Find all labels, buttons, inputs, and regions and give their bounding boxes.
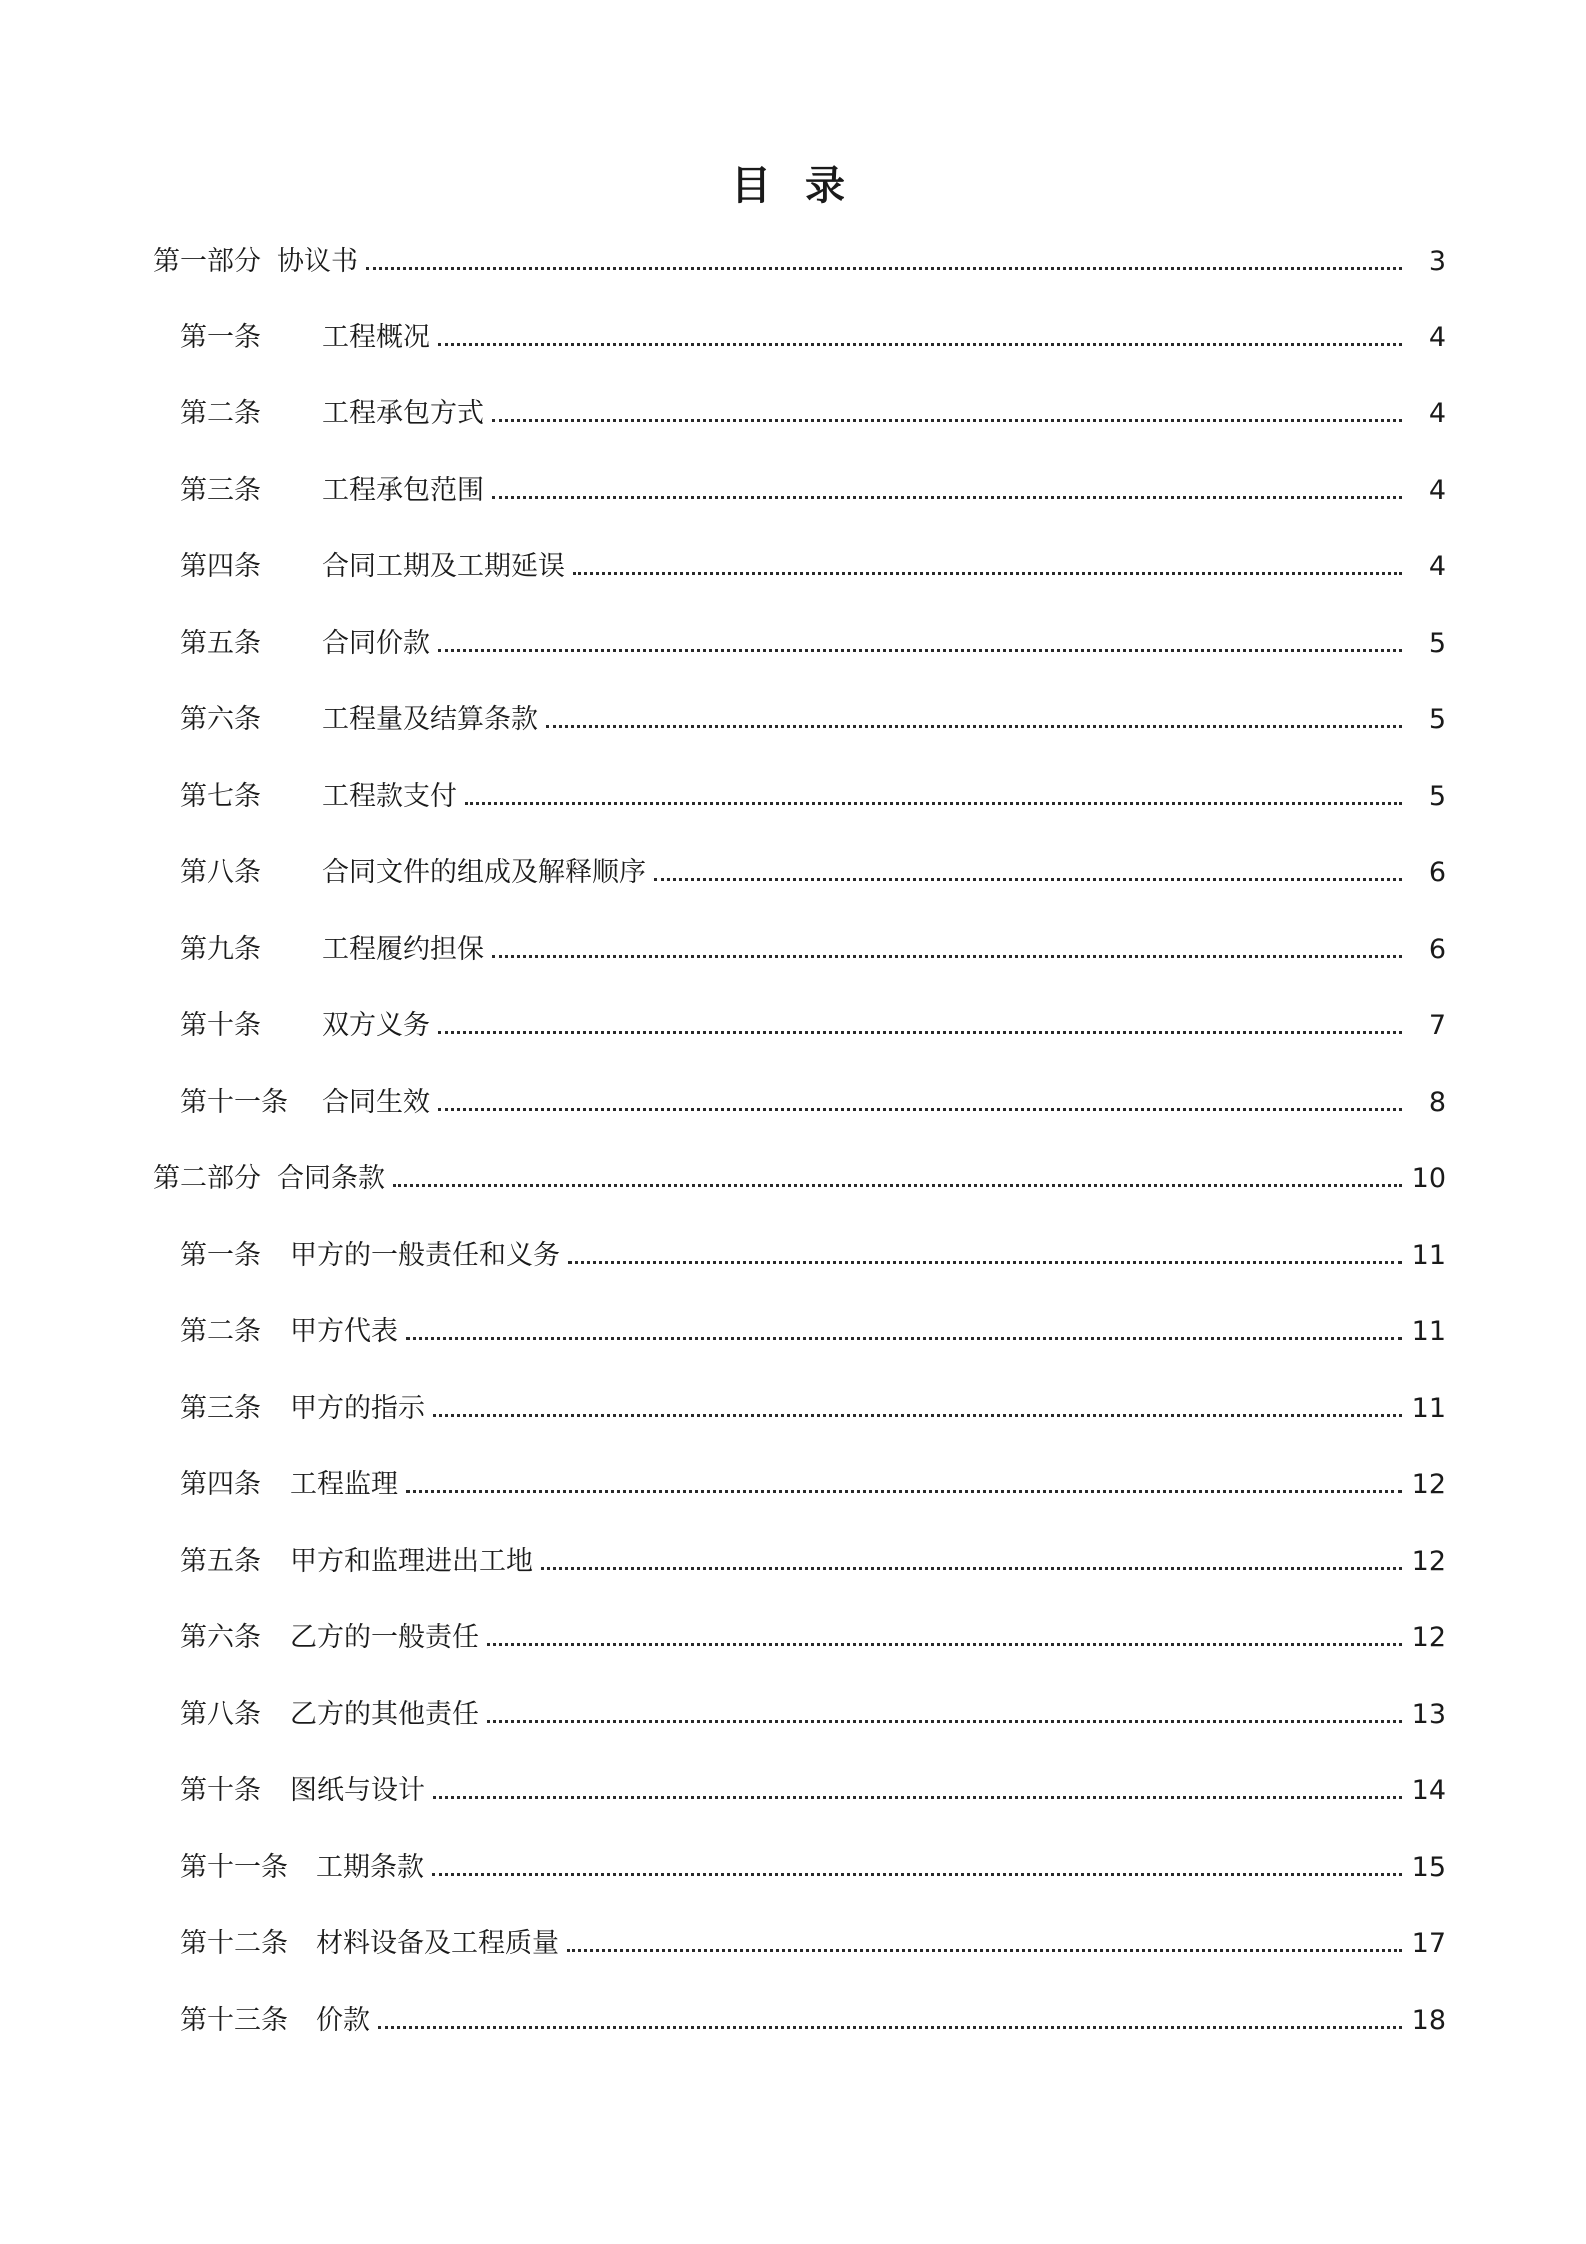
toc-entry-page: 3 (1428, 246, 1446, 277)
toc-entry[interactable] (180, 1618, 1446, 1658)
toc-entry-label: 工程承包范围 (322, 475, 484, 506)
toc-entry-number: 第十条 (180, 1010, 261, 1041)
toc-entry[interactable] (180, 2001, 1446, 2041)
toc-entry-number: 第八条 (180, 1699, 261, 1730)
dot-leader (438, 1030, 1402, 1034)
toc-entry-number: 第十二条 (180, 1928, 288, 1959)
dot-leader (406, 1489, 1402, 1493)
dot-leader (432, 1872, 1402, 1876)
toc-entry-number: 第九条 (180, 934, 261, 965)
toc-entry-label: 工程承包方式 (322, 398, 484, 429)
toc-entry[interactable] (180, 318, 1446, 358)
dot-leader (546, 724, 1402, 728)
toc-entry-page: 6 (1428, 934, 1446, 965)
toc-entry-page: 14 (1411, 1775, 1446, 1806)
dot-leader (487, 1642, 1402, 1646)
toc-entry-number: 第一部分 (153, 246, 261, 277)
dot-leader (492, 954, 1402, 958)
toc-entry-page: 13 (1411, 1699, 1446, 1730)
toc-entry-page: 17 (1411, 1928, 1446, 1959)
toc-entry[interactable] (180, 471, 1446, 511)
toc-entry[interactable] (180, 1389, 1446, 1429)
toc-entry-label: 双方义务 (322, 1010, 430, 1041)
toc-entry-page: 5 (1428, 628, 1446, 659)
toc-entry-number: 第二条 (180, 1316, 261, 1347)
toc-entry-label: 图纸与设计 (290, 1775, 425, 1806)
toc-entry-label: 工程量及结算条款 (322, 704, 538, 735)
toc-entry-label: 工期条款 (316, 1852, 424, 1883)
toc-entry-page: 10 (1411, 1163, 1446, 1194)
toc-entry-label: 工程概况 (322, 322, 430, 353)
toc-entry[interactable] (180, 1312, 1446, 1352)
toc-entry-label: 甲方的指示 (290, 1393, 425, 1424)
dot-leader (568, 1260, 1402, 1264)
toc-entry-page: 18 (1411, 2005, 1446, 2036)
toc-entry-label: 合同工期及工期延误 (322, 551, 565, 582)
dot-leader (487, 1719, 1402, 1723)
toc-entry-label: 甲方的一般责任和义务 (290, 1240, 560, 1271)
toc-entry-label: 合同条款 (277, 1163, 385, 1194)
toc-entry[interactable] (180, 853, 1446, 893)
toc-entry-number: 第四条 (180, 551, 261, 582)
toc-entry-number: 第三条 (180, 475, 261, 506)
toc-entry-label: 甲方代表 (290, 1316, 398, 1347)
toc-entry-label: 工程监理 (290, 1469, 398, 1500)
toc-entry-label: 工程履约担保 (322, 934, 484, 965)
toc-entry-number: 第五条 (180, 628, 261, 659)
dot-leader (433, 1413, 1402, 1417)
toc-entry-number: 第一条 (180, 322, 261, 353)
toc-entry-page: 4 (1428, 398, 1446, 429)
toc-entry-number: 第三条 (180, 1393, 261, 1424)
toc-entry[interactable] (180, 930, 1446, 970)
toc-entry-number: 第十一条 (180, 1087, 288, 1118)
dot-leader (438, 648, 1402, 652)
toc-entry[interactable] (180, 624, 1446, 664)
dot-leader (573, 571, 1402, 575)
toc-entry-number: 第十三条 (180, 2005, 288, 2036)
toc-entry-number: 第六条 (180, 1622, 261, 1653)
toc-entry-page: 15 (1411, 1852, 1446, 1883)
toc-entry-page: 5 (1428, 781, 1446, 812)
toc-entry-number: 第八条 (180, 857, 261, 888)
toc-entry-page: 4 (1428, 322, 1446, 353)
toc-entry-page: 8 (1428, 1087, 1446, 1118)
dot-leader (492, 495, 1402, 499)
toc-entry[interactable] (180, 394, 1446, 434)
dot-leader (378, 2025, 1402, 2029)
toc-entry-page: 12 (1411, 1622, 1446, 1653)
dot-leader (438, 1107, 1402, 1111)
toc-entry-page: 7 (1428, 1010, 1446, 1041)
toc-entry-number: 第二部分 (153, 1163, 261, 1194)
toc-entry[interactable] (180, 1542, 1446, 1582)
toc-entry-label: 乙方的一般责任 (290, 1622, 479, 1653)
toc-entry-page: 4 (1428, 551, 1446, 582)
toc-entry-page: 4 (1428, 475, 1446, 506)
toc-entry-number: 第七条 (180, 781, 261, 812)
dot-leader (433, 1795, 1402, 1799)
toc-entry-number: 第十一条 (180, 1852, 288, 1883)
toc-entry-label: 合同价款 (322, 628, 430, 659)
toc-entry[interactable] (180, 1006, 1446, 1046)
toc-entry-label: 价款 (316, 2005, 370, 2036)
toc-entry-number: 第四条 (180, 1469, 261, 1500)
toc-entry-label: 甲方和监理进出工地 (290, 1546, 533, 1577)
dot-leader (406, 1336, 1402, 1340)
toc-entry-page: 6 (1428, 857, 1446, 888)
toc-entry[interactable] (180, 1465, 1446, 1505)
dot-leader (654, 877, 1402, 881)
dot-leader (541, 1566, 1402, 1570)
toc-entry[interactable] (180, 1771, 1446, 1811)
toc-entry-label: 合同生效 (322, 1087, 430, 1118)
toc-entry[interactable] (180, 1924, 1446, 1964)
toc-entry-label: 工程款支付 (322, 781, 457, 812)
toc-entry[interactable] (180, 547, 1446, 587)
toc-entry-label: 合同文件的组成及解释顺序 (322, 857, 646, 888)
toc-entry-page: 11 (1411, 1240, 1446, 1271)
dot-leader (366, 266, 1402, 270)
toc-entry[interactable] (180, 700, 1446, 740)
toc-entry-page: 5 (1428, 704, 1446, 735)
toc-entry[interactable] (180, 1236, 1446, 1276)
toc-entry-number: 第六条 (180, 704, 261, 735)
toc-entry[interactable] (180, 777, 1446, 817)
toc-entry-page: 11 (1411, 1316, 1446, 1347)
toc-entry[interactable] (180, 1848, 1446, 1888)
dot-leader (438, 342, 1402, 346)
dot-leader (465, 801, 1402, 805)
dot-leader (492, 418, 1402, 422)
toc-entry[interactable] (180, 1083, 1446, 1123)
dot-leader (393, 1183, 1402, 1187)
toc-entry-number: 第一条 (180, 1240, 261, 1271)
toc-entry-page: 12 (1411, 1546, 1446, 1577)
toc-entry-part-2[interactable] (153, 1159, 1446, 1199)
toc-entry[interactable] (180, 1695, 1446, 1735)
toc-entry-part-1[interactable] (153, 242, 1446, 282)
toc-entry-number: 第二条 (180, 398, 261, 429)
toc-entry-number: 第十条 (180, 1775, 261, 1806)
toc-entry-page: 12 (1411, 1469, 1446, 1500)
toc-entry-label: 材料设备及工程质量 (316, 1928, 559, 1959)
toc-title: 目 录 (731, 163, 855, 209)
toc-entry-label: 乙方的其他责任 (290, 1699, 479, 1730)
dot-leader (567, 1948, 1402, 1952)
toc-entry-label: 协议书 (277, 246, 358, 277)
toc-entry-number: 第五条 (180, 1546, 261, 1577)
toc-entry-page: 11 (1411, 1393, 1446, 1424)
